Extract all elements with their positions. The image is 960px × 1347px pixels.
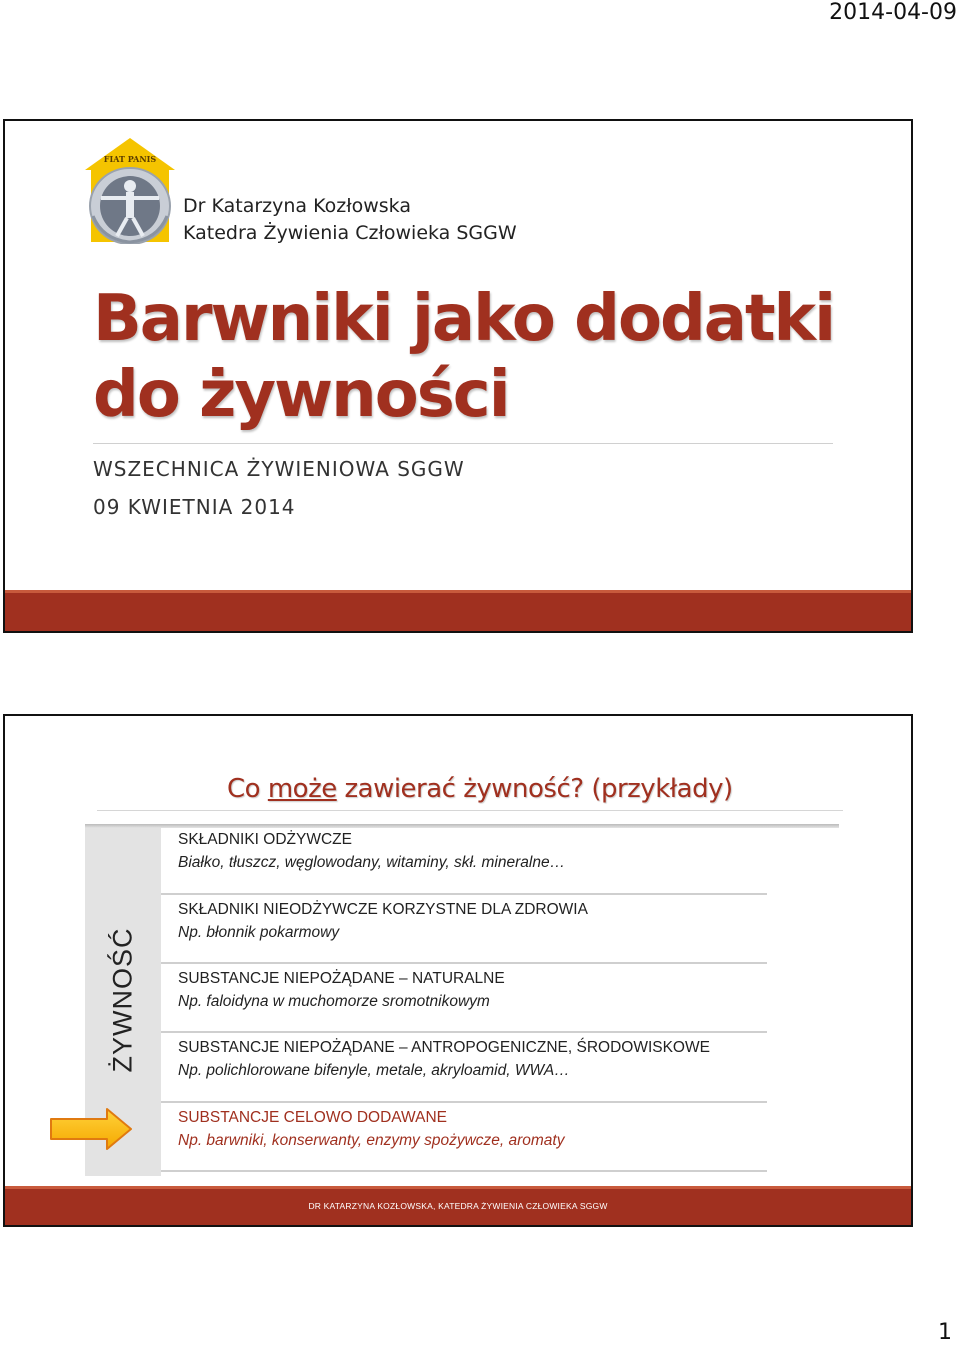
content-slide bbox=[3, 714, 913, 1227]
presentation-title bbox=[93, 281, 893, 433]
page-date: 2014-04-09 bbox=[829, 0, 957, 25]
department-name: Katedra Żywienia Człowieka SGGW bbox=[183, 222, 517, 244]
list-item: SKŁADNIKI ODŻYWCZE Białko, tłuszcz, węglowodany, witaminy, skł. mineralne… bbox=[178, 831, 566, 871]
fiat-panis-logo bbox=[83, 136, 177, 244]
title-line-2: do żywności bbox=[93, 358, 509, 432]
item-divider bbox=[161, 962, 767, 964]
title-divider bbox=[93, 443, 833, 444]
list-item: SUBSTANCJE NIEPOŻĄDANE – ANTROPOGENICZNE, ŚRODOWISKOWE Np. polichlorowane bifenyle, metale, akryloamid, WWA… bbox=[178, 1039, 710, 1079]
slide-footer-band bbox=[5, 1186, 911, 1225]
list-item-highlighted: SUBSTANCJE CELOWO DODAWANE Np. barwniki, konserwanty, enzymy spożywcze, aromaty bbox=[178, 1109, 565, 1149]
list-item: SKŁADNIKI NIEODŻYWCZE KORZYSTNE DLA ZDROWIA Np. błonnik pokarmowy bbox=[178, 901, 588, 941]
author-name: Dr Katarzyna Kozłowska bbox=[183, 195, 411, 217]
right-arrow-icon bbox=[49, 1107, 133, 1151]
event-date: 09 KWIETNIA 2014 bbox=[93, 495, 296, 519]
title-line-1: Barwniki jako dodatki bbox=[93, 282, 835, 356]
item-divider bbox=[161, 1170, 767, 1172]
title-divider bbox=[97, 810, 843, 811]
side-label: ŻYWNOŚĆ bbox=[107, 927, 138, 1073]
item-divider bbox=[161, 1031, 767, 1033]
event-name: WSZECHNICA ŻYWIENIOWA SGGW bbox=[93, 457, 465, 481]
list-item: SUBSTANCJE NIEPOŻĄDANE – NATURALNE Np. faloidyna w muchomorze sromotnikowym bbox=[178, 970, 505, 1010]
page-number: 1 bbox=[938, 1320, 952, 1345]
footer-text: DR KATARZYNA KOZŁOWSKA, KATEDRA ŻYWIENIA CZŁOWIEKA SGGW bbox=[308, 1201, 608, 1211]
underlined-word: może bbox=[267, 774, 337, 804]
title-slide bbox=[3, 119, 913, 633]
svg-text:FIAT PANIS: FIAT PANIS bbox=[103, 154, 157, 164]
slide-footer-band bbox=[5, 590, 911, 631]
item-divider bbox=[161, 893, 767, 895]
item-divider bbox=[161, 1101, 767, 1103]
slide-title: Co może zawierać żywność? (przykłady) bbox=[227, 774, 733, 804]
